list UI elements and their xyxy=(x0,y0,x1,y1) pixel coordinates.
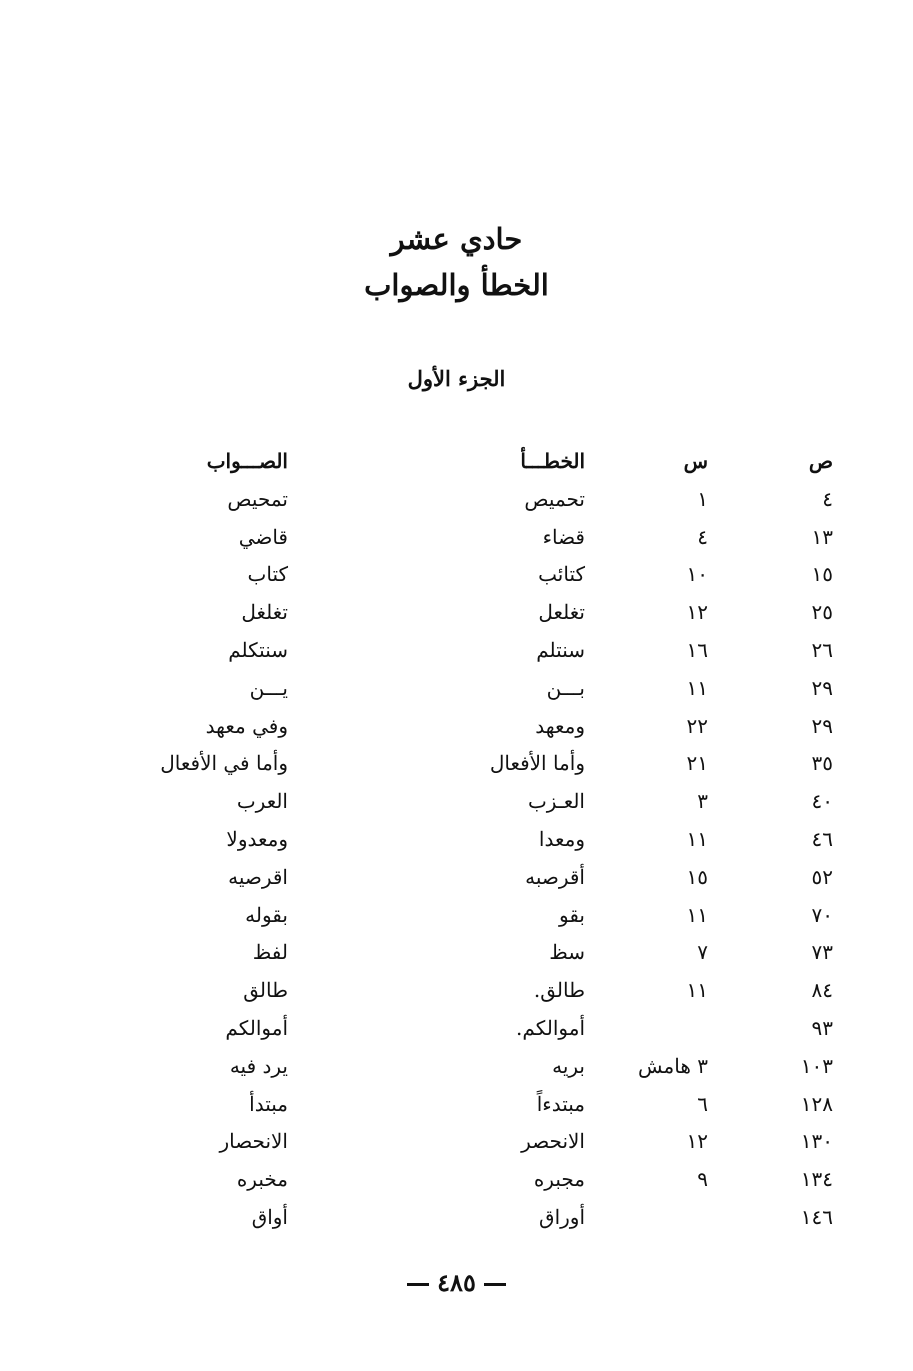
cell-wrong: تغلعل xyxy=(538,600,585,625)
table-row xyxy=(0,635,913,673)
cell-wrong: تحميص xyxy=(524,486,585,511)
cell-page: ٩٣ xyxy=(811,1015,833,1040)
table-row xyxy=(0,786,913,824)
cell-correct: ومعدولا xyxy=(226,826,288,851)
cell-wrong: قضاء xyxy=(542,524,585,549)
cell-line: ٦ xyxy=(697,1091,708,1116)
cell-page: ٨٤ xyxy=(811,978,833,1003)
cell-wrong: أقرصبه xyxy=(525,864,585,889)
cell-correct: العرب xyxy=(236,789,288,814)
cell-page: ٤٦ xyxy=(811,826,833,851)
section-title: الجزء الأول xyxy=(407,366,506,391)
cell-correct: الانحصار xyxy=(219,1129,288,1154)
cell-page: ١٥ xyxy=(811,562,833,587)
cell-line: ١ xyxy=(697,486,708,511)
cell-page: ١٢٨ xyxy=(800,1091,833,1116)
cell-line: ١٦ xyxy=(686,637,708,662)
cell-line: ٢٢ xyxy=(686,713,708,738)
cell-correct: مبتدأ xyxy=(249,1091,288,1116)
cell-wrong: سنتلم xyxy=(536,637,585,662)
table-row xyxy=(0,673,913,711)
table-row xyxy=(0,862,913,900)
table-row xyxy=(0,937,913,975)
cell-page: ٤٠ xyxy=(811,789,833,814)
cell-wrong: مجبره xyxy=(533,1167,585,1192)
cell-line: ١٥ xyxy=(686,864,708,889)
table-row xyxy=(0,1051,913,1089)
cell-line: ٤ xyxy=(697,524,708,549)
cell-wrong: طالق. xyxy=(533,978,585,1003)
cell-page: ٥٢ xyxy=(811,864,833,889)
cell-correct: طالق xyxy=(243,978,288,1003)
cell-wrong: بريه xyxy=(552,1053,585,1078)
table-row xyxy=(0,1089,913,1127)
cell-correct: تغلغل xyxy=(241,600,288,625)
cell-page: ١٣ xyxy=(811,524,833,549)
cell-correct: لفظ xyxy=(252,940,288,965)
cell-line: ٧ xyxy=(697,940,708,965)
cell-line: ١٠ xyxy=(686,562,708,587)
cell-correct: أموالكم xyxy=(225,1015,288,1040)
header-line: س xyxy=(683,449,708,473)
cell-wrong: بقو xyxy=(558,902,585,927)
cell-page: ١٣٤ xyxy=(800,1167,833,1192)
chapter-title: حادي عشر xyxy=(390,222,523,256)
cell-correct: قاضي xyxy=(238,524,288,549)
table-header-row xyxy=(0,446,913,484)
cell-page: ٧٠ xyxy=(811,902,833,927)
cell-wrong: أموالكم. xyxy=(516,1015,585,1040)
cell-correct: مخبره xyxy=(236,1167,288,1192)
chapter-subtitle: الخطأ والصواب xyxy=(364,268,549,302)
table-row xyxy=(0,824,913,862)
cell-page: ٤ xyxy=(822,486,833,511)
cell-page: ١٤٦ xyxy=(800,1204,833,1229)
page-number: ٤٨٥ xyxy=(437,1268,476,1297)
table-body xyxy=(0,484,913,1240)
header-correct: الصـــواب xyxy=(206,449,288,473)
cell-line: ١١ xyxy=(686,675,708,700)
table-row xyxy=(0,1164,913,1202)
cell-correct: اقرصيه xyxy=(228,864,288,889)
cell-correct: وفي معهد xyxy=(205,713,288,738)
table-row xyxy=(0,559,913,597)
table-row xyxy=(0,1126,913,1164)
cell-line: ١١ xyxy=(686,902,708,927)
header-wrong: الخطـــأ xyxy=(520,449,585,473)
table-row xyxy=(0,900,913,938)
cell-correct: أواق xyxy=(251,1204,288,1229)
cell-wrong: ومعهد xyxy=(535,713,585,738)
cell-page: ١٣٠ xyxy=(800,1129,833,1154)
table-row xyxy=(0,748,913,786)
cell-correct: سنتكلم xyxy=(228,637,288,662)
cell-correct: بقوله xyxy=(245,902,288,927)
cell-wrong: سظ xyxy=(549,940,585,965)
cell-wrong: كتائب xyxy=(538,562,585,587)
table-row xyxy=(0,484,913,522)
table-row xyxy=(0,711,913,749)
cell-wrong: ومعدا xyxy=(538,826,585,851)
cell-line: ١١ xyxy=(686,826,708,851)
dash-decoration xyxy=(407,1283,429,1286)
errata-table xyxy=(0,446,913,1240)
cell-page: ١٠٣ xyxy=(800,1053,833,1078)
cell-page: ٢٥ xyxy=(811,600,833,625)
cell-wrong: أوراق xyxy=(539,1204,585,1229)
cell-line: ١٢ xyxy=(686,600,708,625)
cell-wrong: بـــن xyxy=(546,675,585,700)
cell-line: ٣ xyxy=(697,789,708,814)
cell-correct: كتاب xyxy=(247,562,288,587)
cell-line: ٢١ xyxy=(686,751,708,776)
table-row xyxy=(0,522,913,560)
cell-page: ٣٥ xyxy=(811,751,833,776)
cell-correct: وأما في الأفعال xyxy=(160,751,288,776)
dash-decoration xyxy=(484,1283,506,1286)
cell-line: ١١ xyxy=(686,978,708,1003)
header-page: ص xyxy=(808,449,833,473)
cell-wrong: مبتدءاً xyxy=(536,1091,585,1116)
cell-line: ٣ هامش xyxy=(638,1053,708,1078)
cell-wrong: العـزب xyxy=(527,789,585,814)
table-row xyxy=(0,1013,913,1051)
page-footer xyxy=(0,1268,913,1297)
cell-page: ٢٦ xyxy=(811,637,833,662)
cell-page: ٢٩ xyxy=(811,713,833,738)
table-row xyxy=(0,975,913,1013)
cell-correct: يـــن xyxy=(249,675,288,700)
cell-page: ٢٩ xyxy=(811,675,833,700)
table-row xyxy=(0,1202,913,1240)
cell-page: ٧٣ xyxy=(811,940,833,965)
cell-wrong: الانحصر xyxy=(521,1129,585,1154)
cell-correct: يرد فيه xyxy=(229,1053,288,1078)
cell-correct: تمحيص xyxy=(227,486,288,511)
table-row xyxy=(0,597,913,635)
cell-line: ١٢ xyxy=(686,1129,708,1154)
cell-line: ٩ xyxy=(697,1167,708,1192)
cell-wrong: وأما الأفعال xyxy=(489,751,585,776)
